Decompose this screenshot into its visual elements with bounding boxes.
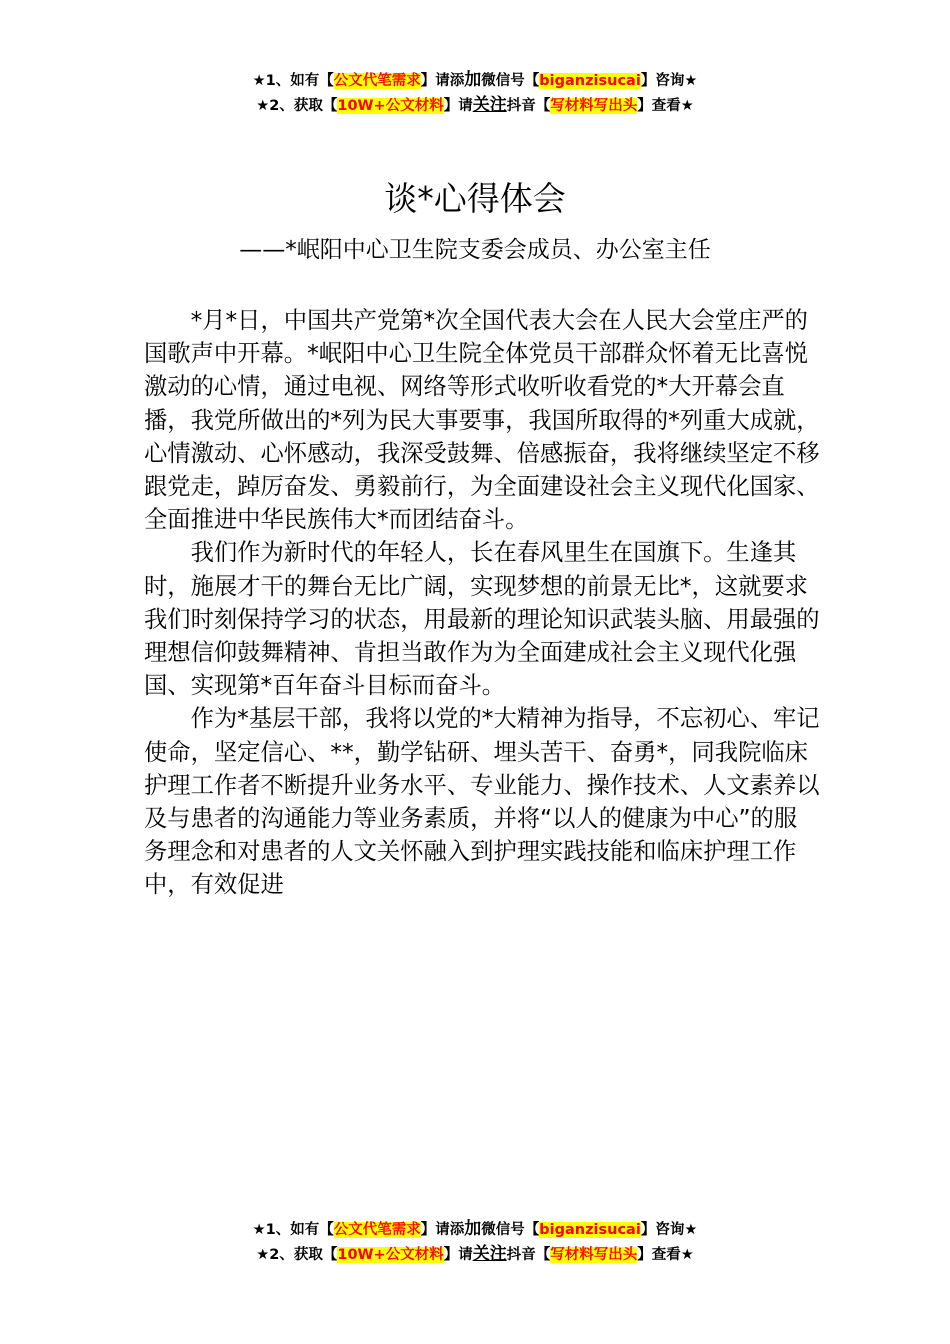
document-subtitle: ——*岷阳中心卫生院支委会成员、办公室主任 — [239, 237, 711, 263]
highlight-materials: 10W+公文材料 — [337, 1247, 444, 1263]
highlight-materials: 10W+公文材料 — [337, 98, 444, 114]
paragraph-3: 作为*基层干部，我将以党的*大精神为指导，不忘初心、牢记使命，坚定信心、**，勤学钻研、埋头苦干、奋勇*，同我院临床护理工作者不断提升业务水平、专业能力、操作技术、人文素养以及与患者的沟通能力等业务素质，并将“以人的健康为中心”的服务理念和对患者的人文关怀融入到护理实践技能和临床护理工作中，有效促进 — [144, 705, 820, 899]
banner-line-2: ★2、获取【10W+公文材料】请关注抖音【写材料写出头】查看★ — [256, 95, 694, 115]
footer-banner — [0, 1217, 950, 1267]
paragraph-2: 我们作为新时代的年轻人，长在春风里生在国旗下。生逢其时，施展才干的舞台无比广阔，实现梦想的前景无比*，这就要求我们时刻保持学习的状态，用最新的理论知识武装头脑、用最强的理想信仰鼓舞精神、肯担当敢作为为全面建成社会主义现代化强国、实现第*百年奋斗目标而奋斗。 — [144, 539, 820, 700]
banner-line-2: ★2、获取【10W+公文材料】请关注抖音【写材料写出头】查看★ — [256, 1244, 694, 1264]
header-banner — [0, 68, 950, 118]
document-title: 谈*心得体会 — [384, 179, 566, 218]
highlight-service: 公文代笔需求 — [333, 1222, 421, 1238]
highlight-wechat-id: biganzisucai — [539, 73, 641, 89]
paragraph-1: *月*日，中国共产党第*次全国代表大会在人民大会堂庄严的国歌声中开幕。*岷阳中心卫生院全体党员干部群众怀着无比喜悦激动的心情，通过电视、网络等形式收听收看党的*大开幕会直播，我党所做出的*列为民大事要事，我国所取得的*列重大成就，心情激动、心怀感动，我深受鼓舞、倍感振奋，我将继续坚定不移跟党走，踔厉奋发、勇毅前行，为全面建设社会主义现代化国家、全面推进中华民族伟大*而团结奋斗。 — [144, 307, 820, 534]
highlight-douyin-account: 写材料写出头 — [550, 1247, 638, 1263]
highlight-wechat-id: biganzisucai — [539, 1222, 641, 1238]
highlight-service: 公文代笔需求 — [333, 73, 421, 89]
document-body — [144, 304, 820, 902]
banner-line-1: ★1、如有【公文代笔需求】请添加微信号【biganzisucai】咨询★ — [252, 70, 698, 90]
banner-line-1: ★1、如有【公文代笔需求】请添加微信号【biganzisucai】咨询★ — [252, 1219, 698, 1239]
highlight-douyin-account: 写材料写出头 — [550, 98, 638, 114]
